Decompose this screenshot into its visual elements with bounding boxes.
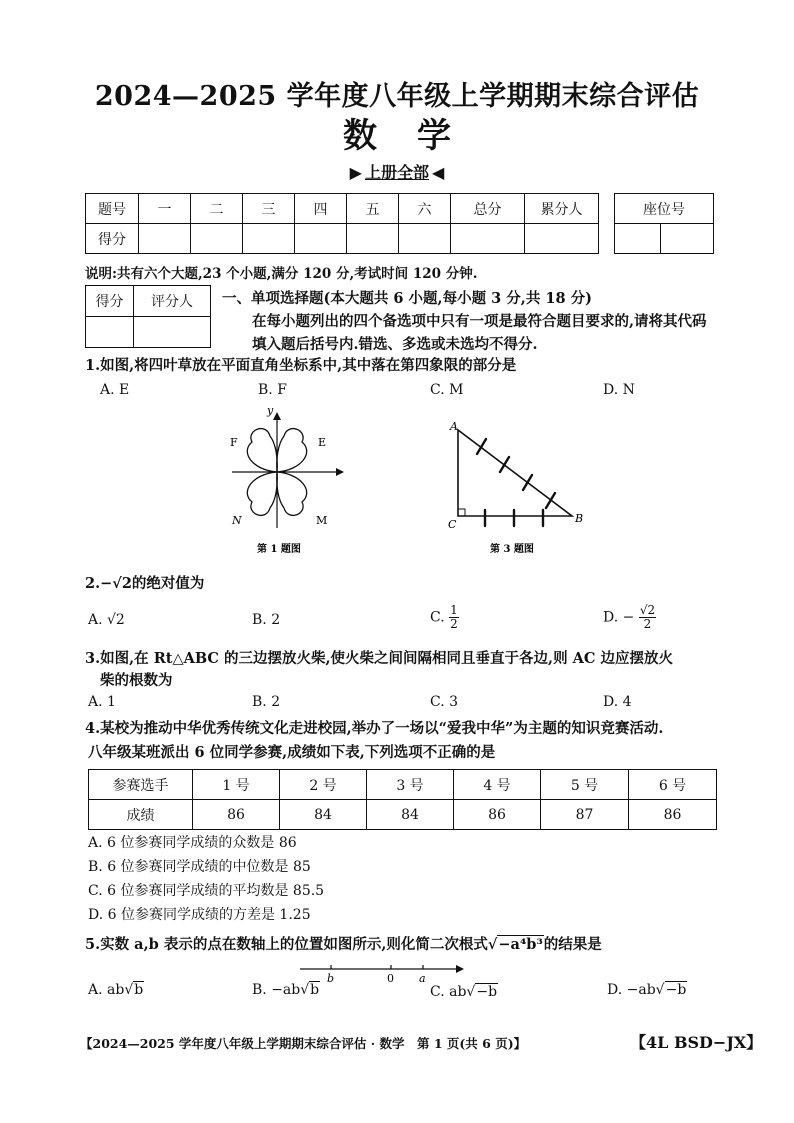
label-f: F xyxy=(230,436,238,449)
section1-title: 一、单项选择题(本大题共 6 小题,每小题 3 分,共 18 分) xyxy=(222,290,592,307)
q4-score-table xyxy=(88,769,717,830)
q2-stem-text: 的绝对值为 xyxy=(131,575,205,592)
q4-stem-line1: 4.某校为推动中华优秀传统文化走进校园,举办了一场以“爱我中华”为主题的知识竞赛活动. xyxy=(85,720,664,737)
score-cell: 五 xyxy=(347,194,399,224)
grader-score-label: 得分 xyxy=(86,286,134,317)
score-cell: 题号 xyxy=(86,194,139,224)
score-row-label: 得分 xyxy=(86,224,139,254)
q4-table-row xyxy=(89,800,717,830)
q4-header-cell: 4 号 xyxy=(454,770,541,800)
grader-label: 评分人 xyxy=(134,286,211,317)
q5-option-a-radicand: b xyxy=(134,982,144,998)
scope-label xyxy=(0,160,794,183)
exam-title: 2024—2025 学年度八年级上学期期末综合评估 xyxy=(94,81,700,112)
q4-row-cell: 86 xyxy=(454,800,541,830)
q4-row-cell: 84 xyxy=(367,800,454,830)
section1-desc: 在每小题列出的四个备选项中只有一项是最符合题目要求的,请将其代码填入题后括号内.错选、多选或未选均不得分. xyxy=(252,313,707,353)
q5-option-b[interactable]: B. −ab√b xyxy=(252,982,320,998)
q5-option-c-text: C. ab xyxy=(430,984,467,1000)
q1-option-a[interactable]: A. E xyxy=(100,382,130,398)
seat-label: 座位号 xyxy=(615,194,714,224)
footer-page-info: 【2024—2025 学年度八年级上学期期末综合评估 · 数学 第 1 页(共 6 页)】 xyxy=(80,1036,527,1051)
q4-header-cell: 参赛选手 xyxy=(89,770,193,800)
score-input-cell[interactable] xyxy=(347,224,399,254)
score-input-cell[interactable] xyxy=(191,224,243,254)
q4-option-c[interactable]: C. 6 位参赛同学成绩的平均数是 85.5 xyxy=(88,883,325,899)
q4-header-cell: 6 号 xyxy=(629,770,717,800)
instructions: 说明:共有六个大题,23 个小题,满分 120 分,考试时间 120 分钟. xyxy=(85,266,478,282)
label-b: b xyxy=(327,972,335,985)
q5-option-d-radicand: −b xyxy=(665,982,687,998)
q5-stem-end: 的结果是 xyxy=(543,936,602,953)
score-cell: 六 xyxy=(399,194,451,224)
seat-input-cell[interactable] xyxy=(615,224,661,254)
q1-stem: 1.如图,将四叶草放在平面直角坐标系中,其中落在第四象限的部分是 xyxy=(85,357,517,374)
q4-header-cell: 1 号 xyxy=(193,770,280,800)
q2-option-c-fraction: $\frac{1}{2}$ xyxy=(450,603,458,631)
q3-option-b[interactable]: B. 2 xyxy=(252,694,281,710)
right-angle-mark xyxy=(458,509,465,516)
q3-option-a[interactable]: A. 1 xyxy=(88,694,116,710)
matches-bc xyxy=(485,510,543,526)
q3-stem-line1: 3.如图,在 Rt△ABC 的三边摆放火柴,使火柴之间间隔相同且垂直于各边,则 AC 边应摆放火 xyxy=(85,650,673,667)
grader-table xyxy=(85,285,211,348)
leaf-n xyxy=(247,472,277,515)
q2-number: 2. xyxy=(85,575,101,592)
triangle-abc xyxy=(458,430,572,516)
q5-option-c-radicand: −b xyxy=(476,984,498,1000)
seat-table xyxy=(614,193,714,254)
score-input-cell[interactable] xyxy=(399,224,451,254)
q4-stem-line2: 八年级某班派出 6 位同学参赛,成绩如下表,下列选项不正确的是 xyxy=(88,744,496,761)
y-axis-label: y xyxy=(267,404,274,417)
number-line-arrow xyxy=(456,965,464,973)
seat-input-cell[interactable] xyxy=(661,224,714,254)
q4-header-cell: 5 号 xyxy=(541,770,629,800)
q4-header-cell: 3 号 xyxy=(367,770,454,800)
score-cell: 四 xyxy=(295,194,347,224)
q4-row-cell: 84 xyxy=(280,800,367,830)
label-a: A xyxy=(450,420,458,433)
score-cell: 总分 xyxy=(451,194,525,224)
q5-option-d-text: D. −ab xyxy=(607,982,656,998)
q1-option-c[interactable]: C. M xyxy=(430,382,464,398)
score-input-cell[interactable] xyxy=(525,224,599,254)
score-cell: 二 xyxy=(191,194,243,224)
label-a: a xyxy=(419,972,426,985)
label-b: B xyxy=(575,512,584,525)
q5-radical: √−a⁴b³ xyxy=(487,936,543,953)
score-input-cell[interactable] xyxy=(139,224,191,254)
q5-option-b-text: B. −ab xyxy=(252,982,301,998)
score-table xyxy=(85,193,599,254)
q5-option-a-text: A. ab xyxy=(88,982,125,998)
figure-1 xyxy=(222,400,352,560)
score-input-cell[interactable] xyxy=(243,224,295,254)
label-c: C xyxy=(448,518,457,531)
x-axis-arrow xyxy=(336,468,344,476)
q2-option-a[interactable]: A. √2 xyxy=(88,612,125,628)
leaf-f xyxy=(247,429,277,472)
q4-row-cell: 成绩 xyxy=(89,800,193,830)
score-cell: 累分人 xyxy=(525,194,599,224)
q5-option-d[interactable]: D. −ab√−b xyxy=(607,982,687,998)
subject-title: 数学 xyxy=(343,116,491,156)
q4-option-a[interactable]: A. 6 位参赛同学成绩的众数是 86 xyxy=(88,835,297,851)
q3-option-d[interactable]: D. 4 xyxy=(603,694,632,710)
footer-code: 【4L BSD−JX】 xyxy=(630,1033,763,1052)
q1-option-b[interactable]: B. F xyxy=(258,382,287,398)
label-e: E xyxy=(318,436,327,449)
q5-stem-text: 5.实数 a,b 表示的点在数轴上的位置如图所示,则化简二次根式 xyxy=(85,936,488,953)
scope-text: 上册全部 xyxy=(364,163,429,182)
label-m: M xyxy=(316,514,328,527)
q4-row-cell: 86 xyxy=(629,800,717,830)
q5-option-c[interactable]: C. ab√−b xyxy=(430,984,498,1000)
grader-score-input[interactable] xyxy=(86,317,134,348)
leaf-m xyxy=(277,472,307,515)
label-zero: 0 xyxy=(387,972,394,985)
score-cell: 一 xyxy=(139,194,191,224)
figure-3-caption: 第 3 题图 xyxy=(490,544,534,555)
grader-name-input[interactable] xyxy=(134,317,211,348)
q4-option-b[interactable]: B. 6 位参赛同学成绩的中位数是 85 xyxy=(88,859,311,875)
q1-option-d[interactable]: D. N xyxy=(603,382,635,398)
leaf-e xyxy=(277,429,307,472)
label-n: N xyxy=(232,514,242,527)
scope-arrow-right: ◀ xyxy=(432,163,445,182)
q4-row-cell: 87 xyxy=(541,800,629,830)
q2-option-c[interactable] xyxy=(430,604,459,631)
score-input-cell[interactable] xyxy=(295,224,347,254)
q4-row-cell: 86 xyxy=(193,800,280,830)
q2-option-b[interactable]: B. 2 xyxy=(252,612,281,628)
score-table-header-row xyxy=(86,194,599,224)
score-table-score-row xyxy=(86,224,599,254)
q2-option-d-fraction: $\frac{√2}{2}$ xyxy=(639,603,656,631)
score-input-cell[interactable] xyxy=(451,224,525,254)
q3-option-c[interactable]: C. 3 xyxy=(430,694,459,710)
q5-option-b-radicand: b xyxy=(310,982,320,998)
q2-option-d[interactable] xyxy=(603,604,656,631)
q3-stem-line2: 柴的根数为 xyxy=(100,672,173,689)
q2-option-c-label: C. xyxy=(430,609,445,626)
q2-option-d-label: D. − xyxy=(603,609,635,626)
q4-table-header xyxy=(89,770,717,800)
q4-header-cell: 2 号 xyxy=(280,770,367,800)
q2-stem xyxy=(85,573,204,595)
q5-stem xyxy=(85,934,602,956)
score-cell: 三 xyxy=(243,194,295,224)
figure-1-caption: 第 1 题图 xyxy=(257,544,301,555)
scope-arrow-left: ▶ xyxy=(349,163,362,182)
q2-expression: −√2 xyxy=(100,575,132,592)
figure-3 xyxy=(440,420,590,560)
q4-option-d[interactable]: D. 6 位参赛同学成绩的方差是 1.25 xyxy=(88,907,311,923)
y-axis-arrow xyxy=(273,412,281,420)
q5-option-a[interactable]: A. ab√b xyxy=(88,982,144,998)
